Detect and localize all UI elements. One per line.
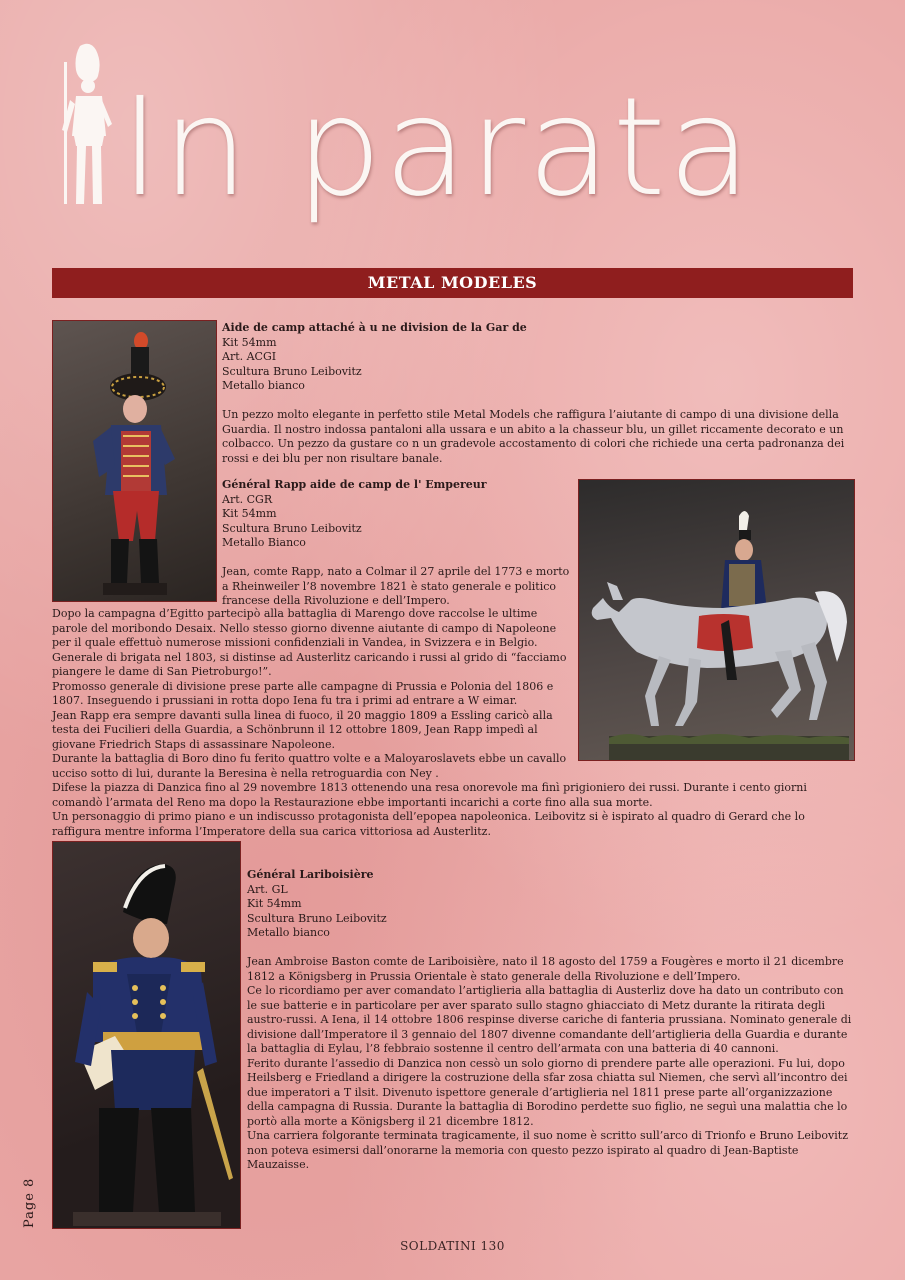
- article-paragraph: Ce lo ricordiamo per aver comandato l’artiglieria alla battaglia di Austerliz dove ha dato un contributo con le sue batterie e in particolare per aver sparato sullo stagno ghiacciato di Metz durante la ritirata degli austro-russi. A Iena, il 14 ottobre 1806 respinse diverse cariche di fanteria prussiana. Nominato generale di divisione dall’Imperatore il 3 gennaio del 1807 divenne comandante dell’artiglieria della Guardia e durante la battaglia di Eylau, l’8 febbraio sostenne il centro dell’armata con una batteria di 40 cannoni.: [247, 984, 852, 1055]
- article-paragraph: Generale di brigata nel 1803, si distinse ad Austerlitz caricando i russi al grido di “facciamo piangere le dame di San Pietroburgo!”.: [52, 650, 567, 678]
- article-title: Général Lariboisière: [247, 868, 374, 881]
- spec-line: Art. ACGI: [222, 350, 277, 363]
- spec-line: Scultura Bruno Leibovitz: [222, 364, 362, 378]
- article-paragraph: Promosso generale di divisione prese parte alle campagne di Prussia e Polonia del 1806 e 1807. Inseguendo i prussiani in rotta dopo Iena fu tra i primi ad entrare a W eimar.: [52, 679, 554, 707]
- article-paragraph: Una carriera folgorante terminata tragicamente, il suo nome è scritto sull’arco di Trionfo e Bruno Leibovitz non poteva esimersi dall’onorarne la memoria con questo pezzo ispirato al quadro di Jean-Baptiste Mauzaisse.: [247, 1129, 848, 1171]
- spec-line: Metallo bianco: [222, 379, 305, 392]
- article-paragraph: Difese la piazza di Danzica fino al 29 novembre 1813 ottenendo una resa onorevole ma finì prigioniero dei russi. Durante i cento giorni comandò l’armata del Reno ma dopo la Restaurazione ebbe importanti incarichi a corte fino alla sua morte.: [52, 781, 807, 809]
- article-title: Général Rapp aide de camp de l' Empereur: [222, 478, 487, 491]
- spec-line: Scultura Bruno Leibovitz: [247, 911, 387, 925]
- section-banner: METAL MODELES: [52, 268, 853, 298]
- article-paragraph: Dopo la campagna d’Egitto partecipò alla battaglia di Marengo dove raccolse le ultime parole del moribondo Desaix. Nello stesso giorno divenne aiutante di campo di Napoleone per il quale effettuò numerose missioni confidenziali in Vandea, in Svizzera e in Belgio.: [52, 607, 557, 649]
- article-general-rapp-wide: [52, 781, 854, 839]
- article-general-rapp-continued: [52, 607, 572, 781]
- spec-line: Kit 54mm: [222, 335, 277, 349]
- spec-line: Kit 54mm: [247, 897, 302, 910]
- spec-line: Metallo Bianco: [222, 536, 306, 549]
- general-rapp-figure-photo: [578, 479, 855, 761]
- footer-magazine-issue: SOLDATINI 130: [400, 1239, 505, 1253]
- article-general-lariboisiere: [247, 868, 857, 1173]
- article-body: Un pezzo molto elegante in perfetto stile Metal Models che raffigura l’aiutante di campo di una divisione della Guardia. Il nostro indossa pantaloni alla ussara e un abito a la chasseur blu, un gillet riccamente decorato e un colbacco. Un pezzo da gustare co n un gradevole accostamento di colori che richiede una certa padronanza dei rossi e dei blu per non risultare banale.: [222, 408, 845, 465]
- article-paragraph: Durante la battaglia di Boro dino fu ferito quattro volte e a Maloyaroslavets ebbe un cavallo ucciso sotto di lui, durante la Beresina è nella retroguardia con Ney .: [52, 752, 567, 780]
- article-paragraph: Ferito durante l’assedio di Danzica non cessò un solo giorno di prendere parte alle operazioni. Fu lui, dopo Heilsberg e Friedland a dirigere la costruzione della sfar zosa chiatta sul Niemen, che servì all’incontro dei due imperatori a T ilsit. Divenuto ispettore generale d’artiglieria nel 1811 prese parte all’organizzazione della campagna di Russia. Durante la battaglia di Borodino perdette suo figlio, ne seguì una malattia che lo portò alla morte a Königsberg il 21 dicembre 1812.: [247, 1056, 848, 1128]
- spec-line: Art. GL: [247, 882, 288, 896]
- article-paragraph: Un personaggio di primo piano e un indiscusso protagonista dell’epopea napoleonica. Leibovitz si è ispirato al quadro di Gerard che lo raffigura mentre informa l’Imperatore della sua carica vittoriosa ad Austerlitz.: [52, 810, 805, 838]
- soldier-silhouette-logo: [50, 42, 120, 207]
- article-intro: Jean, comte Rapp, nato a Colmar il 27 aprile del 1773 e morto a Rheinweiler l’8 novembre 1821 è stato generale e politico francese della Rivoluzione e dell’Impero.: [222, 565, 570, 607]
- spec-line: Kit 54mm: [222, 507, 277, 520]
- spec-line: Metallo bianco: [247, 926, 330, 939]
- general-lariboisiere-figure-photo: [52, 841, 241, 1229]
- article-paragraph: Jean Rapp era sempre davanti sulla linea di fuoco, il 20 maggio 1809 a Essling caricò alla testa dei Fucilieri della Guardia, a Schönbrunn il 12 ottobre 1809, Jean Rapp impedì al giovane Friedrich Staps di assassinare Napoleone.: [52, 708, 553, 751]
- article-paragraph: Jean Ambroise Baston comte de Lariboisière, nato il 18 agosto del 1759 a Fougères e morto il 21 dicembre 1812 a Königsberg in Prussia Orientale è stato generale della Rivoluzione e dell’Impero.: [247, 955, 844, 983]
- article-general-rapp: [222, 478, 572, 609]
- aide-de-camp-figure-photo: [52, 320, 217, 602]
- page-number: Page 8: [22, 1177, 37, 1228]
- page-title: In parata: [120, 69, 754, 227]
- article-title: Aide de camp attaché à u ne division de la Gar de: [222, 321, 527, 334]
- spec-line: Art. CGR: [222, 492, 273, 506]
- page-header: [50, 40, 754, 255]
- article-aide-de-camp: [222, 321, 854, 466]
- spec-line: Scultura Bruno Leibovitz: [222, 521, 362, 535]
